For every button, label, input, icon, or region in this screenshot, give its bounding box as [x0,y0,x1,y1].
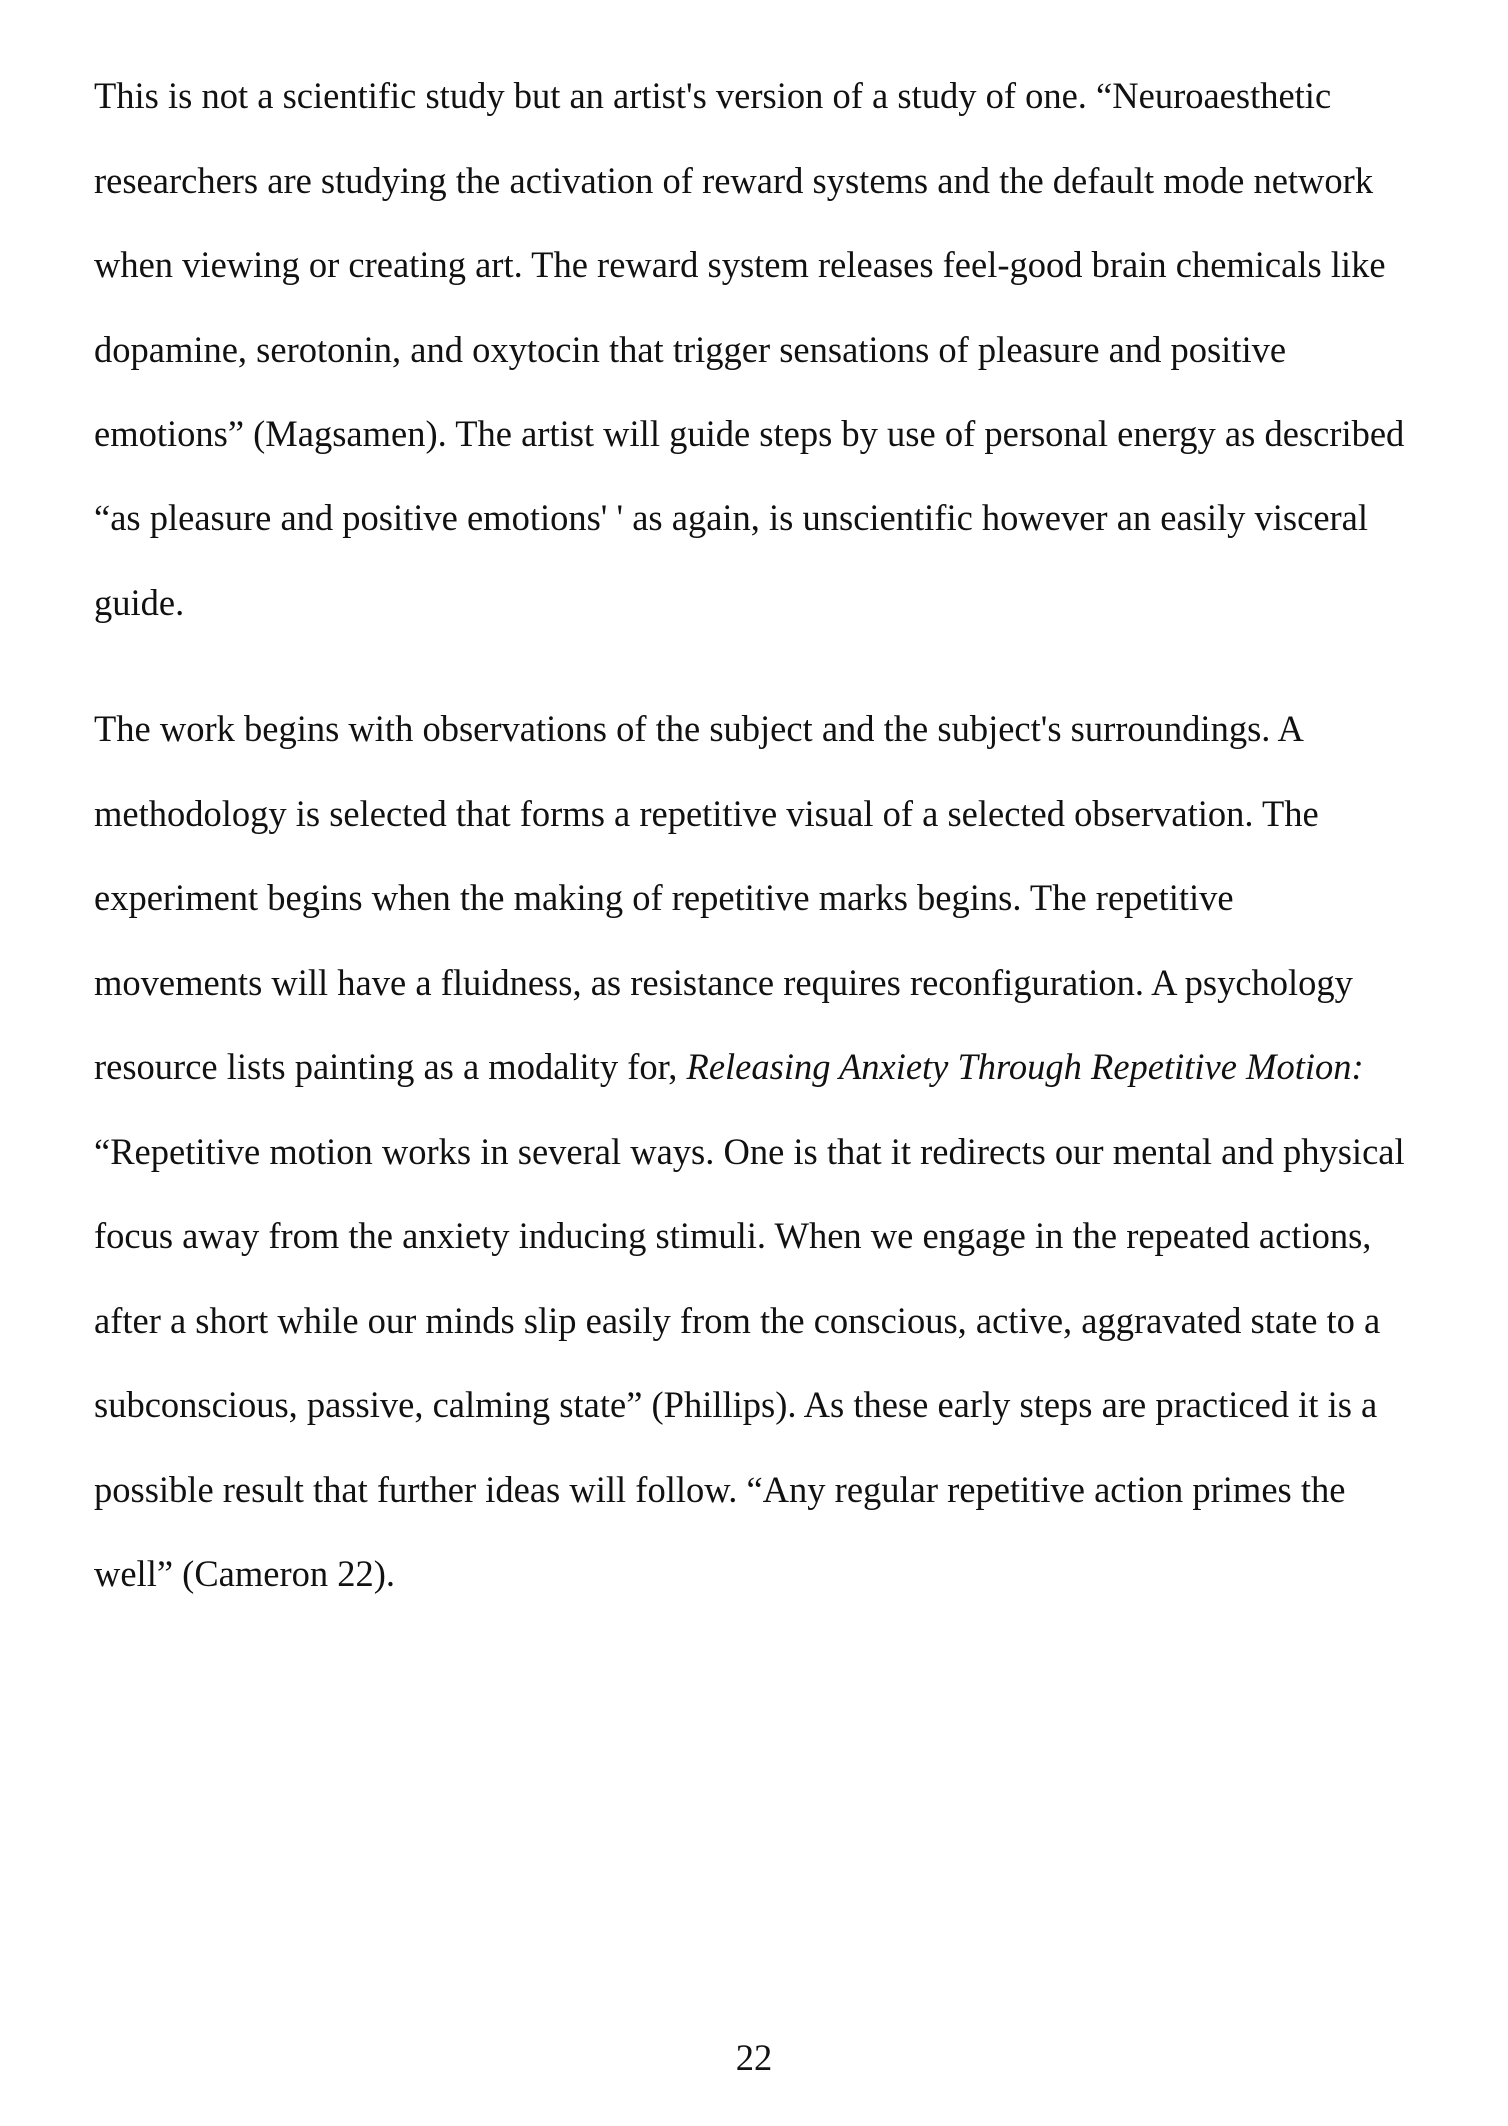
paragraph-line: guide. [94,582,185,623]
paragraph-line: methodology is selected that forms a repetitive visual of a selected observation. The [94,793,1319,834]
paragraph-line-mixed [94,1045,1364,1089]
paragraph-line-text: resource lists painting as a modality for, [94,1046,687,1087]
paragraph-line: dopamine, serotonin, and oxytocin that trigger sensations of pleasure and positive [94,329,1287,370]
paragraph-line: researchers are studying the activation of reward systems and the default mode network [94,160,1374,201]
paragraph-line: movements will have a fluidness, as resistance requires reconfiguration. A psychology [94,962,1353,1003]
paragraph-line: possible result that further ideas will follow. “Any regular repetitive action primes the [94,1469,1346,1510]
paragraph-line: focus away from the anxiety inducing stimuli. When we engage in the repeated actions, [94,1215,1372,1256]
paragraph-line: This is not a scientific study but an artist's version of a study of one. “Neuroaesthetic [94,75,1332,116]
paragraph-line: “as pleasure and positive emotions' ' as again, is unscientific however an easily visceral [94,497,1369,538]
paragraph-line: well” (Cameron 22). [94,1553,396,1594]
paragraph-line: subconscious, passive, calming state” (Phillips). As these early steps are practiced it is a [94,1384,1378,1425]
italic-title: Releasing Anxiety Through Repetitive Motion: [686,1046,1364,1087]
paragraph-line: “Repetitive motion works in several ways. One is that it redirects our mental and physical [94,1131,1405,1172]
paragraph-line: after a short while our minds slip easily from the conscious, active, aggravated state to a [94,1300,1381,1341]
paragraph-line: experiment begins when the making of repetitive marks begins. The repetitive [94,877,1234,918]
paragraph-line: when viewing or creating art. The reward system releases feel-good brain chemicals like [94,244,1386,285]
paragraph-line: The work begins with observations of the subject and the subject's surroundings. A [94,708,1304,749]
paragraph-line: emotions” (Magsamen). The artist will guide steps by use of personal energy as described [94,413,1405,454]
page-number: 22 [735,2037,773,2078]
